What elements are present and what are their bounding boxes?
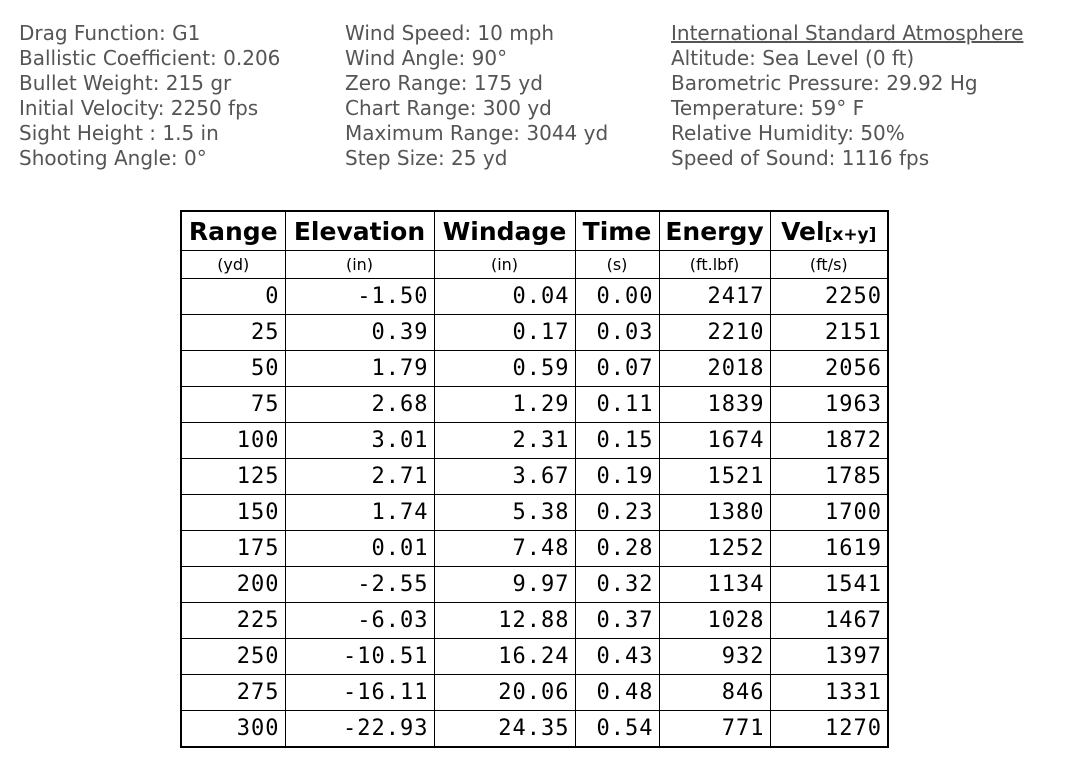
ballistic-coefficient-text: Ballistic Coefficient: 0.206 bbox=[19, 46, 281, 70]
ballistics-table bbox=[180, 210, 889, 748]
cell-time: 0.48 bbox=[575, 675, 659, 711]
wind-angle-text: Wind Angle: 90° bbox=[345, 46, 508, 70]
header-elevation: Elevation bbox=[285, 211, 434, 251]
cell-range: 225 bbox=[181, 603, 285, 639]
cell-time: 0.00 bbox=[575, 279, 659, 315]
cell-velocity: 1872 bbox=[770, 423, 888, 459]
table-units-row bbox=[181, 251, 888, 279]
cell-time: 0.43 bbox=[575, 639, 659, 675]
cell-time: 0.28 bbox=[575, 531, 659, 567]
initial-velocity-text: Initial Velocity: 2250 fps bbox=[19, 96, 259, 120]
cell-velocity: 1270 bbox=[770, 711, 888, 748]
cell-time: 0.15 bbox=[575, 423, 659, 459]
cell-elevation: 2.71 bbox=[285, 459, 434, 495]
shooting-angle-text: Shooting Angle: 0° bbox=[19, 146, 207, 170]
cell-time: 0.03 bbox=[575, 315, 659, 351]
barometric-pressure-text: Barometric Pressure: 29.92 Hg bbox=[671, 71, 978, 95]
cell-energy: 1674 bbox=[659, 423, 770, 459]
cell-range: 100 bbox=[181, 423, 285, 459]
cell-windage: 7.48 bbox=[434, 531, 575, 567]
cell-elevation: -22.93 bbox=[285, 711, 434, 748]
unit-range: (yd) bbox=[181, 251, 285, 279]
relative-humidity-text: Relative Humidity: 50% bbox=[671, 121, 905, 145]
cell-windage: 5.38 bbox=[434, 495, 575, 531]
unit-elevation: (in) bbox=[285, 251, 434, 279]
cell-velocity: 1397 bbox=[770, 639, 888, 675]
table-row bbox=[181, 459, 888, 495]
table-row bbox=[181, 423, 888, 459]
cell-elevation: -6.03 bbox=[285, 603, 434, 639]
header-windage: Windage bbox=[434, 211, 575, 251]
table-row bbox=[181, 279, 888, 315]
cell-elevation: 2.68 bbox=[285, 387, 434, 423]
cell-range: 175 bbox=[181, 531, 285, 567]
table-row bbox=[181, 495, 888, 531]
unit-time: (s) bbox=[575, 251, 659, 279]
cell-range: 75 bbox=[181, 387, 285, 423]
cell-range: 275 bbox=[181, 675, 285, 711]
table-row bbox=[181, 711, 888, 748]
table-row bbox=[181, 531, 888, 567]
bullet-weight-text: Bullet Weight: 215 gr bbox=[19, 71, 232, 95]
cell-elevation: -2.55 bbox=[285, 567, 434, 603]
cell-velocity: 2056 bbox=[770, 351, 888, 387]
cell-elevation: -10.51 bbox=[285, 639, 434, 675]
cell-elevation: 0.01 bbox=[285, 531, 434, 567]
table-row bbox=[181, 315, 888, 351]
unit-energy: (ft.lbf) bbox=[659, 251, 770, 279]
cell-time: 0.32 bbox=[575, 567, 659, 603]
cell-velocity: 1785 bbox=[770, 459, 888, 495]
cell-range: 300 bbox=[181, 711, 285, 748]
maximum-range-text: Maximum Range: 3044 yd bbox=[345, 121, 609, 145]
cell-energy: 1252 bbox=[659, 531, 770, 567]
zero-range-text: Zero Range: 175 yd bbox=[345, 71, 543, 95]
cell-energy: 1028 bbox=[659, 603, 770, 639]
cell-windage: 24.35 bbox=[434, 711, 575, 748]
cell-velocity: 1619 bbox=[770, 531, 888, 567]
sight-height-text: Sight Height : 1.5 in bbox=[19, 121, 219, 145]
cell-energy: 2417 bbox=[659, 279, 770, 315]
cell-windage: 3.67 bbox=[434, 459, 575, 495]
cell-time: 0.07 bbox=[575, 351, 659, 387]
cell-velocity: 1700 bbox=[770, 495, 888, 531]
cell-windage: 0.59 bbox=[434, 351, 575, 387]
cell-elevation: 0.39 bbox=[285, 315, 434, 351]
header-range: Range bbox=[181, 211, 285, 251]
cell-windage: 16.24 bbox=[434, 639, 575, 675]
cell-energy: 2210 bbox=[659, 315, 770, 351]
cell-windage: 0.17 bbox=[434, 315, 575, 351]
header-velocity-sub: [x+y] bbox=[824, 224, 877, 245]
cell-velocity: 2250 bbox=[770, 279, 888, 315]
temperature-text: Temperature: 59° F bbox=[671, 96, 865, 120]
cell-windage: 0.04 bbox=[434, 279, 575, 315]
unit-velocity: (ft/s) bbox=[770, 251, 888, 279]
cell-range: 200 bbox=[181, 567, 285, 603]
cell-velocity: 1541 bbox=[770, 567, 888, 603]
table-header-row bbox=[181, 211, 888, 251]
cell-elevation: -1.50 bbox=[285, 279, 434, 315]
cell-windage: 1.29 bbox=[434, 387, 575, 423]
cell-range: 250 bbox=[181, 639, 285, 675]
header-velocity-label: Vel bbox=[781, 216, 825, 246]
cell-windage: 9.97 bbox=[434, 567, 575, 603]
table-row bbox=[181, 567, 888, 603]
table-row bbox=[181, 603, 888, 639]
cell-time: 0.19 bbox=[575, 459, 659, 495]
table-row bbox=[181, 639, 888, 675]
cell-time: 0.11 bbox=[575, 387, 659, 423]
standard-atmosphere-link[interactable]: International Standard Atmosphere bbox=[671, 21, 1024, 45]
table-row bbox=[181, 387, 888, 423]
cell-time: 0.54 bbox=[575, 711, 659, 748]
table-row bbox=[181, 675, 888, 711]
header-time: Time bbox=[575, 211, 659, 251]
cell-range: 0 bbox=[181, 279, 285, 315]
cell-velocity: 1467 bbox=[770, 603, 888, 639]
atmosphere-column bbox=[671, 21, 1023, 171]
cell-energy: 846 bbox=[659, 675, 770, 711]
altitude-text: Altitude: Sea Level (0 ft) bbox=[671, 46, 915, 70]
cell-elevation: 1.74 bbox=[285, 495, 434, 531]
cell-range: 150 bbox=[181, 495, 285, 531]
cell-energy: 771 bbox=[659, 711, 770, 748]
cell-elevation: 3.01 bbox=[285, 423, 434, 459]
cell-energy: 1839 bbox=[659, 387, 770, 423]
cell-elevation: -16.11 bbox=[285, 675, 434, 711]
table-row bbox=[181, 351, 888, 387]
header-energy: Energy bbox=[659, 211, 770, 251]
cell-windage: 12.88 bbox=[434, 603, 575, 639]
chart-range-text: Chart Range: 300 yd bbox=[345, 96, 552, 120]
cell-windage: 2.31 bbox=[434, 423, 575, 459]
cell-range: 50 bbox=[181, 351, 285, 387]
cell-velocity: 2151 bbox=[770, 315, 888, 351]
cell-time: 0.23 bbox=[575, 495, 659, 531]
cell-range: 25 bbox=[181, 315, 285, 351]
cell-energy: 1134 bbox=[659, 567, 770, 603]
cell-energy: 2018 bbox=[659, 351, 770, 387]
bullet-inputs-column bbox=[19, 21, 280, 171]
wind-speed-text: Wind Speed: 10 mph bbox=[345, 21, 555, 45]
cell-range: 125 bbox=[181, 459, 285, 495]
cell-windage: 20.06 bbox=[434, 675, 575, 711]
speed-of-sound-text: Speed of Sound: 1116 fps bbox=[671, 146, 930, 170]
cell-energy: 1380 bbox=[659, 495, 770, 531]
cell-time: 0.37 bbox=[575, 603, 659, 639]
step-size-text: Step Size: 25 yd bbox=[345, 146, 508, 170]
cell-energy: 932 bbox=[659, 639, 770, 675]
header-velocity bbox=[770, 211, 888, 251]
cell-elevation: 1.79 bbox=[285, 351, 434, 387]
conditions-column bbox=[345, 21, 608, 171]
cell-energy: 1521 bbox=[659, 459, 770, 495]
unit-windage: (in) bbox=[434, 251, 575, 279]
drag-function-text: Drag Function: G1 bbox=[19, 21, 201, 45]
cell-velocity: 1331 bbox=[770, 675, 888, 711]
cell-velocity: 1963 bbox=[770, 387, 888, 423]
